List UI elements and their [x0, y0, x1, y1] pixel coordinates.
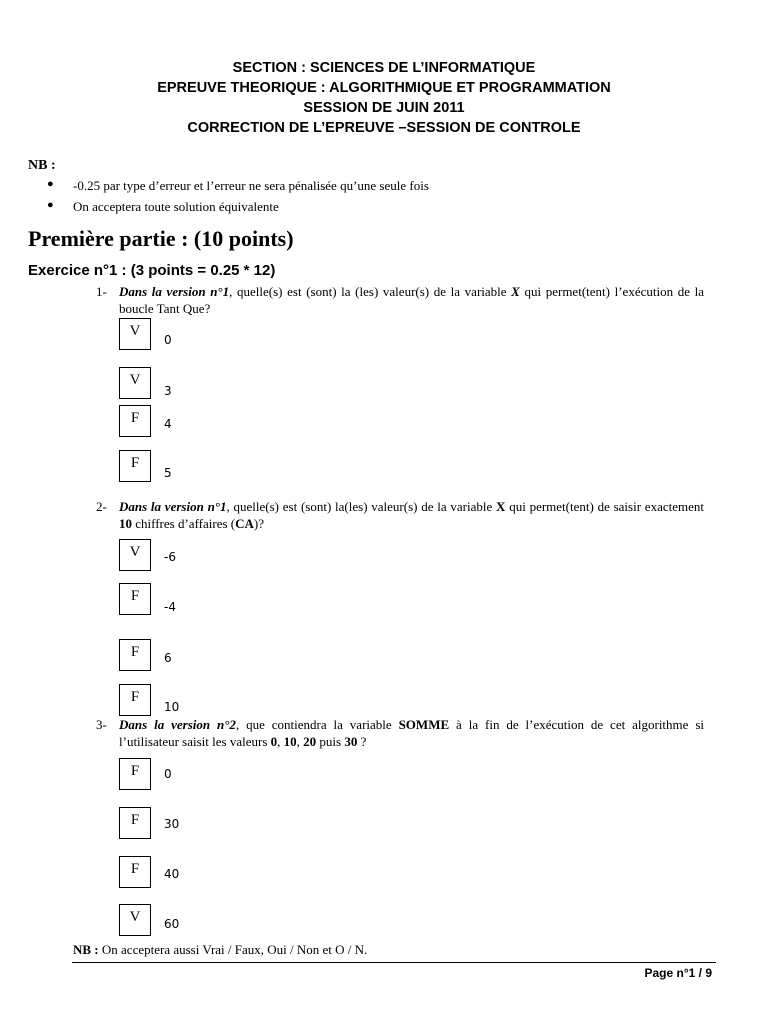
question-number: 2- — [96, 499, 107, 514]
answer-value: 5 — [164, 466, 172, 480]
bullet-icon: ● — [47, 178, 54, 190]
answer-mark: F — [119, 758, 151, 790]
answer-mark: V — [119, 367, 151, 399]
nb-footnote-text: On acceptera aussi Vrai / Faux, Oui / Non et O / N. — [98, 942, 368, 957]
footer-divider — [72, 962, 716, 963]
question-text: Dans la version n°1, quelle(s) est (sont) la (les) valeur(s) de la variable X qui permet(tent) l’exécution de la boucle Tant Que? — [119, 284, 704, 316]
part-title: Première partie : (10 points) — [28, 226, 294, 251]
answer-mark: V — [119, 539, 151, 571]
nb-footnote — [73, 942, 367, 958]
nb-footnote-label: NB : — [73, 942, 99, 957]
answer-value: -4 — [164, 600, 176, 614]
page-number: Page n°1 / 9 — [644, 966, 712, 980]
answer-value: 60 — [164, 917, 180, 931]
answer-mark: V — [119, 904, 151, 936]
exercise-title: Exercice n°1 : (3 points = 0.25 * 12) — [28, 262, 276, 279]
answer-mark: F — [119, 639, 151, 671]
answer-value: 40 — [164, 867, 180, 881]
answer-mark: F — [119, 684, 151, 716]
header-section: SECTION : SCIENCES DE L’INFORMATIQUE — [232, 60, 536, 76]
answer-value: -6 — [164, 550, 176, 564]
question-3 — [0, 716, 768, 756]
answer-mark: F — [119, 856, 151, 888]
answer-mark: F — [119, 405, 151, 437]
question-text: Dans la version n°1, quelle(s) est (sont) la(les) valeur(s) de la variable X qui permet(tent) de saisir exactement 10 chiffres d’affaires (CA)? — [119, 499, 704, 531]
answer-value: 6 — [164, 651, 172, 665]
answer-mark: V — [119, 318, 151, 350]
question-number: 3- — [96, 717, 107, 732]
question-number: 1- — [96, 284, 107, 299]
header-correction: CORRECTION DE L’EPREUVE –SESSION DE CONTROLE — [187, 120, 581, 136]
nb-item-text: On acceptera toute solution équivalente — [73, 199, 279, 214]
question-1 — [0, 283, 768, 323]
question-2 — [0, 498, 768, 538]
nb-item-text: -0.25 par type d’erreur et l’erreur ne sera pénalisée qu’une seule fois — [73, 178, 429, 193]
nb-label: NB : — [28, 158, 56, 173]
answer-mark: F — [119, 583, 151, 615]
header-exam-title: EPREUVE THEORIQUE : ALGORITHMIQUE ET PROGRAMMATION — [157, 80, 611, 96]
bullet-icon: ● — [47, 199, 54, 211]
answer-value: 3 — [164, 384, 172, 398]
question-text: Dans la version n°2, que contiendra la variable SOMME à la fin de l’exécution de cet algorithme si l’utilisateur saisit les valeurs 0, 10, 20 puis 30 ? — [119, 717, 705, 749]
answer-mark: F — [119, 807, 151, 839]
answer-mark: F — [119, 450, 151, 482]
answer-value: 10 — [164, 700, 180, 714]
answer-value: 30 — [164, 817, 180, 831]
header-session: SESSION DE JUIN 2011 — [303, 100, 465, 116]
answer-value: 4 — [164, 417, 172, 431]
answer-value: 0 — [164, 767, 172, 781]
answer-value: 0 — [164, 333, 172, 347]
